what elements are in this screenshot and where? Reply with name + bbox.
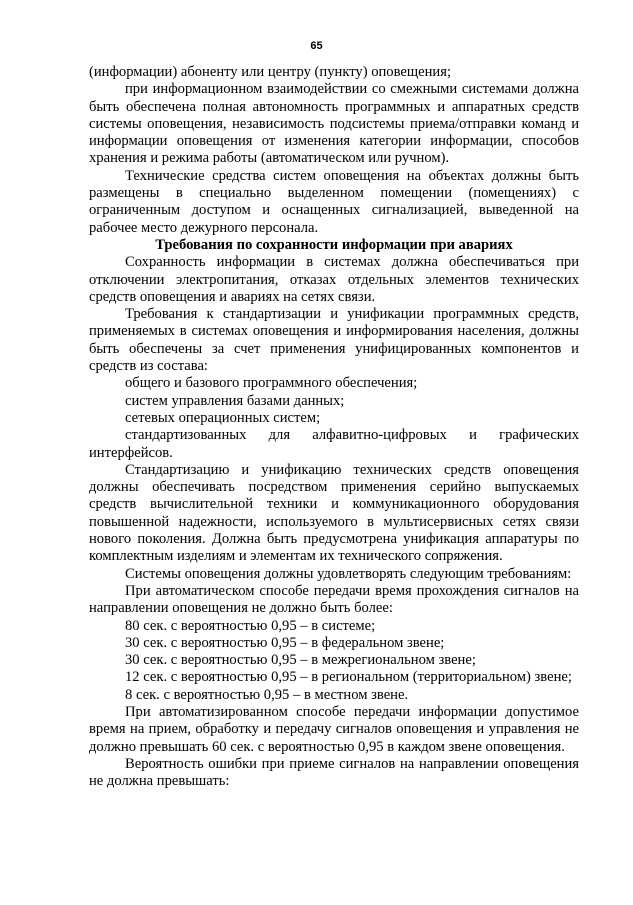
page-body — [89, 64, 579, 790]
paragraph: При автоматизированном способе передачи информации допустимое время на прием, обработку и передачу сигналов оповещения и управления не должно превышать 60 сек. с вероятностью 0,95 в каждом звене оповещения. — [89, 703, 579, 755]
paragraph: При автоматическом способе передачи время прохождения сигналов на направлении оповещения не должно быть более: — [89, 582, 579, 617]
paragraph: Вероятность ошибки при приеме сигналов на направлении оповещения не должна превышать: — [89, 755, 579, 790]
paragraph: (информации) абоненту или центру (пункту) оповещения; — [89, 64, 451, 80]
paragraph: Технические средства систем оповещения на объектах должны быть размещены в специально выделенном помещении (помещениях) с ограниченным доступом и оснащенных сигнализацией, выведенной на рабочее место дежурного персонала. — [89, 167, 579, 236]
list-item: систем управления базами данных; — [125, 392, 345, 409]
paragraph: Стандартизацию и унификацию технических средств оповещения должны обеспечивать посредством применения серийно выпускаемых средств вычислительной техники и коммуникационного оборудования повышенной надежности, используемого в мультисервисных сетях связи нового поколения. Должна быть предусмотрена унификация аппаратуры по комплектным изделиям и элементам их технического сопряжения. — [89, 461, 579, 565]
list-item: 80 сек. с вероятностью 0,95 – в системе; — [125, 617, 376, 634]
list-item: 30 сек. с вероятностью 0,95 – в межрегиональном звене; — [125, 652, 476, 669]
list-item: сетевых операционных систем; — [125, 409, 321, 426]
page-number: 65 — [310, 40, 323, 52]
paragraph: Сохранность информации в системах должна обеспечиваться при отключении электропитания, отказах отдельных элементов технических средств оповещения и авариях на сетях связи. — [89, 254, 579, 305]
list-item: 12 сек. с вероятностью 0,95 – в региональном (территориальном) звене; — [125, 669, 572, 686]
list-item: стандартизованных для алфавитно-цифровых и графических интерфейсов. — [89, 427, 579, 461]
paragraph: Требования к стандартизации и унификации программных средств, применяемых в системах оповещения и информирования населения, должны быть обеспечены за счет применения унифицированных компонентов и средств из состава: — [89, 306, 579, 375]
list-item: 8 сек. с вероятностью 0,95 – в местном звене. — [125, 686, 409, 703]
paragraph: при информационном взаимодействии со смежными системами должна быть обеспечена полная автономность программных и аппаратных средств системы оповещения, независимость подсистемы приема/отправки команд и информации оповещения от изменения категории информации, способов хранения и режима работы (автоматическом или ручном). — [89, 81, 579, 167]
paragraph: Системы оповещения должны удовлетворять следующим требованиям: — [125, 565, 572, 582]
list-item: 30 сек. с вероятностью 0,95 – в федеральном звене; — [125, 634, 445, 651]
section-heading: Требования по сохранности информации при авариях — [155, 236, 513, 253]
list-item: общего и базового программного обеспечения; — [125, 375, 418, 392]
